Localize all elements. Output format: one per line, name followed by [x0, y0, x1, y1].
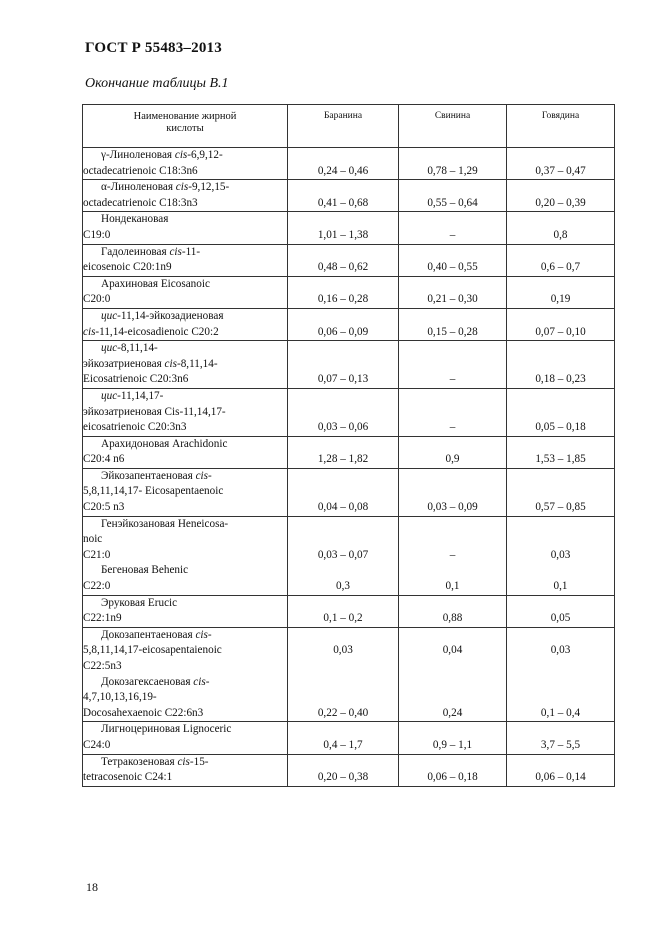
acid-name-line: C20:5 n3 — [83, 501, 125, 514]
pork-value: 0,9 — [445, 453, 460, 466]
acid-name-line: цис-11,14,17- — [101, 389, 164, 402]
table-row — [83, 436, 615, 468]
acid-name-line: Тетракозеновая cis-15- — [101, 755, 209, 768]
cell-mutton — [288, 675, 399, 722]
cell-acid-name — [83, 436, 288, 468]
beef-value: 0,05 – 0,18 — [535, 421, 586, 434]
table-row — [83, 595, 615, 627]
cell-pork — [399, 722, 507, 754]
mutton-value: 0,4 – 1,7 — [323, 738, 363, 751]
cell-mutton — [288, 341, 399, 389]
pork-value: 0,04 — [442, 644, 463, 657]
table-row — [83, 276, 615, 308]
acid-name-line: 4,7,10,13,16,19- — [83, 691, 157, 704]
table-row — [83, 516, 615, 563]
cell-beef — [507, 308, 615, 340]
cell-acid-name — [83, 180, 288, 212]
beef-value: 0,6 – 0,7 — [540, 261, 581, 274]
cell-acid-name — [83, 212, 288, 244]
acid-name-line: цис-11,14-эйкозадиеновая — [101, 309, 224, 322]
mutton-value: 0,3 — [336, 580, 350, 593]
beef-value: 0,18 – 0,23 — [535, 373, 586, 386]
acid-name-line: 5,8,11,14,17-eicosapentaienoic — [83, 644, 222, 657]
cell-acid-name — [83, 468, 288, 516]
acid-name-line: C19:0 — [83, 228, 111, 241]
table-body — [83, 148, 615, 787]
acid-name-line: C20:4 n6 — [83, 453, 125, 466]
pork-value: 0,9 – 1,1 — [432, 738, 473, 751]
cell-pork — [399, 436, 507, 468]
cell-acid-name — [83, 675, 288, 722]
beef-value: 0,07 – 0,10 — [535, 325, 586, 338]
cell-pork — [399, 388, 507, 436]
cell-acid-name — [83, 627, 288, 674]
cell-mutton — [288, 436, 399, 468]
acid-name-line: 5,8,11,14,17- Eicosapentaenoic — [83, 485, 224, 498]
cell-acid-name — [83, 516, 288, 563]
acid-name-line: α-Линоленовая cis-9,12,15- — [101, 181, 230, 194]
cell-mutton — [288, 308, 399, 340]
cell-acid-name — [83, 388, 288, 436]
mutton-value: 0,03 — [333, 644, 353, 657]
table-row — [83, 722, 615, 754]
cell-beef — [507, 468, 615, 516]
pork-value: 0,78 – 1,29 — [427, 164, 478, 177]
column-header-name-line: Наименование жирной — [133, 111, 237, 122]
acid-name-line: C21:0 — [83, 548, 111, 561]
acid-name-line: C22:1n9 — [83, 612, 122, 625]
acid-name-line: octadecatrienoic C18:3n3 — [83, 196, 198, 209]
mutton-value: 0,1 – 0,2 — [323, 612, 363, 625]
cell-pork — [399, 595, 507, 627]
beef-value: 0,19 — [550, 293, 571, 306]
mutton-value: 0,16 – 0,28 — [317, 293, 369, 306]
acid-name-line: цис-8,11,14- — [101, 342, 158, 355]
cell-acid-name — [83, 341, 288, 389]
mutton-value: 0,03 – 0,06 — [317, 421, 369, 434]
acid-name-line: Бегеновая Behenic — [101, 564, 189, 577]
acid-name-line: C24:0 — [83, 738, 111, 751]
cell-beef — [507, 595, 615, 627]
table-row — [83, 244, 615, 276]
cell-pork — [399, 341, 507, 389]
mutton-value: 0,22 – 0,40 — [317, 706, 369, 719]
pork-value: 0,06 – 0,18 — [427, 771, 478, 784]
pork-value: 0,24 — [442, 706, 463, 719]
column-header-beef: Говядина — [507, 105, 615, 148]
cell-beef — [507, 341, 615, 389]
acid-name-line: eicosenoic C20:1n9 — [83, 261, 172, 274]
beef-value: 0,37 – 0,47 — [535, 164, 586, 177]
mutton-value: 0,20 – 0,38 — [317, 771, 369, 784]
cell-mutton — [288, 388, 399, 436]
acid-name-line: Лигноцериновая Lignoceric — [101, 723, 232, 736]
cell-mutton — [288, 627, 399, 674]
beef-value: 0,06 – 0,14 — [535, 771, 586, 784]
mutton-value: 0,48 – 0,62 — [317, 261, 369, 274]
cell-mutton — [288, 563, 399, 595]
mutton-value: 1,28 – 1,82 — [317, 453, 369, 466]
pork-value: – — [449, 228, 456, 241]
cell-beef — [507, 212, 615, 244]
column-header-name — [83, 105, 288, 148]
table-row — [83, 563, 615, 595]
acid-name-line: Eicosatrienoic C20:3n6 — [83, 373, 189, 386]
cell-mutton — [288, 212, 399, 244]
page-number: 18 — [86, 880, 98, 894]
table-row — [83, 341, 615, 389]
mutton-value: 0,06 – 0,09 — [317, 325, 369, 338]
mutton-value: 0,07 – 0,13 — [317, 373, 369, 386]
pork-value: 0,40 – 0,55 — [427, 261, 478, 274]
table-row — [83, 468, 615, 516]
mutton-value: 0,41 – 0,68 — [317, 196, 369, 209]
cell-pork — [399, 148, 507, 180]
cell-beef — [507, 436, 615, 468]
acid-name-line: Гадолеиновая cis-11- — [101, 245, 201, 258]
pork-value: 0,55 – 0,64 — [427, 196, 478, 209]
cell-acid-name — [83, 276, 288, 308]
cell-beef — [507, 675, 615, 722]
cell-beef — [507, 563, 615, 595]
table-row — [83, 388, 615, 436]
cell-beef — [507, 627, 615, 674]
mutton-value: 0,04 – 0,08 — [317, 501, 369, 514]
acid-name-line: cis-11,14-eicosadienoic C20:2 — [83, 325, 219, 338]
cell-beef — [507, 148, 615, 180]
acid-name-line: eicosatrienoic C20:3n3 — [83, 421, 187, 434]
cell-mutton — [288, 468, 399, 516]
pork-value: 0,21 – 0,30 — [427, 293, 478, 306]
cell-beef — [507, 754, 615, 786]
cell-mutton — [288, 276, 399, 308]
cell-pork — [399, 468, 507, 516]
acid-name-line: Эруковая Erucic — [101, 596, 178, 609]
cell-mutton — [288, 595, 399, 627]
cell-beef — [507, 180, 615, 212]
cell-acid-name — [83, 595, 288, 627]
beef-value: 1,53 – 1,85 — [535, 453, 586, 466]
cell-pork — [399, 516, 507, 563]
acid-name-line: C22:0 — [83, 580, 111, 593]
cell-mutton — [288, 244, 399, 276]
table-row — [83, 675, 615, 722]
table-row — [83, 148, 615, 180]
column-header-name-line: кислоты — [166, 123, 204, 134]
table-caption: Окончание таблицы В.1 — [85, 76, 229, 91]
acid-name-line: Нондекановая — [101, 213, 169, 226]
acid-name-line: C22:5n3 — [83, 660, 122, 672]
beef-value: 0,8 — [553, 228, 568, 241]
acid-name-line: Докозагексаеновая cis- — [101, 675, 210, 688]
acid-name-line: Эйкозапентаеновая cis- — [101, 469, 212, 482]
beef-value: 0,1 – 0,4 — [540, 706, 581, 719]
table-row — [83, 754, 615, 786]
cell-mutton — [288, 722, 399, 754]
acid-name-line: Докозапентаеновая cis- — [101, 628, 212, 641]
cell-pork — [399, 754, 507, 786]
pork-value: 0,1 — [445, 580, 460, 593]
pork-value: – — [449, 548, 456, 561]
beef-value: 0,03 — [550, 548, 571, 561]
fatty-acid-table — [82, 104, 615, 787]
pork-value: – — [449, 421, 456, 434]
beef-value: 0,20 – 0,39 — [535, 196, 586, 209]
cell-beef — [507, 388, 615, 436]
cell-beef — [507, 244, 615, 276]
pork-value: 0,03 – 0,09 — [427, 501, 478, 514]
cell-pork — [399, 627, 507, 674]
table-header-row — [83, 105, 615, 148]
acid-name-line: tetracosenoic C24:1 — [83, 771, 173, 784]
cell-acid-name — [83, 244, 288, 276]
mutton-value: 0,24 – 0,46 — [317, 164, 369, 177]
cell-mutton — [288, 148, 399, 180]
cell-acid-name — [83, 148, 288, 180]
acid-name-line: γ-Линоленовая cis-6,9,12- — [101, 149, 223, 161]
cell-pork — [399, 308, 507, 340]
beef-value: 0,57 – 0,85 — [535, 501, 586, 514]
cell-pork — [399, 244, 507, 276]
cell-pork — [399, 276, 507, 308]
table-row — [83, 180, 615, 212]
cell-beef — [507, 276, 615, 308]
cell-mutton — [288, 516, 399, 563]
acid-name-line: Арахидоновая Arachidonic — [101, 437, 228, 450]
acid-name-line: octadecatrienoic C18:3n6 — [83, 164, 198, 177]
beef-value: 0,1 — [553, 580, 568, 593]
beef-value: 3,7 – 5,5 — [540, 738, 581, 751]
acid-name-line: эйкозатриеновая cis-8,11,14- — [83, 357, 218, 370]
pork-value: 0,88 — [442, 612, 463, 625]
table-row — [83, 627, 615, 674]
pork-value: – — [449, 373, 456, 386]
cell-beef — [507, 516, 615, 563]
table-row — [83, 212, 615, 244]
acid-name-line: Арахиновая Eicosanoic — [101, 277, 210, 290]
cell-acid-name — [83, 754, 288, 786]
cell-pork — [399, 675, 507, 722]
cell-beef — [507, 722, 615, 754]
document-header: ГОСТ Р 55483–2013 — [85, 40, 222, 56]
mutton-value: 0,03 – 0,07 — [317, 548, 369, 561]
cell-acid-name — [83, 308, 288, 340]
beef-value: 0,03 — [550, 644, 571, 657]
acid-name-line: Docosahexaenoic C22:6n3 — [83, 706, 204, 719]
beef-value: 0,05 — [550, 612, 571, 625]
table-row — [83, 308, 615, 340]
cell-pork — [399, 212, 507, 244]
acid-name-line: Генэйкозановая Heneicosa- — [101, 517, 229, 530]
mutton-value: 1,01 – 1,38 — [317, 228, 369, 241]
column-header-mutton: Баранина — [288, 105, 399, 148]
cell-acid-name — [83, 563, 288, 595]
acid-name-line: эйкозатриеновая Cis-11,14,17- — [83, 405, 226, 418]
column-header-pork: Свинина — [399, 105, 507, 148]
cell-mutton — [288, 754, 399, 786]
cell-acid-name — [83, 722, 288, 754]
pork-value: 0,15 – 0,28 — [427, 325, 478, 338]
cell-pork — [399, 563, 507, 595]
cell-mutton — [288, 180, 399, 212]
acid-name-line: C20:0 — [83, 293, 111, 306]
cell-pork — [399, 180, 507, 212]
acid-name-line: noic — [83, 533, 103, 546]
